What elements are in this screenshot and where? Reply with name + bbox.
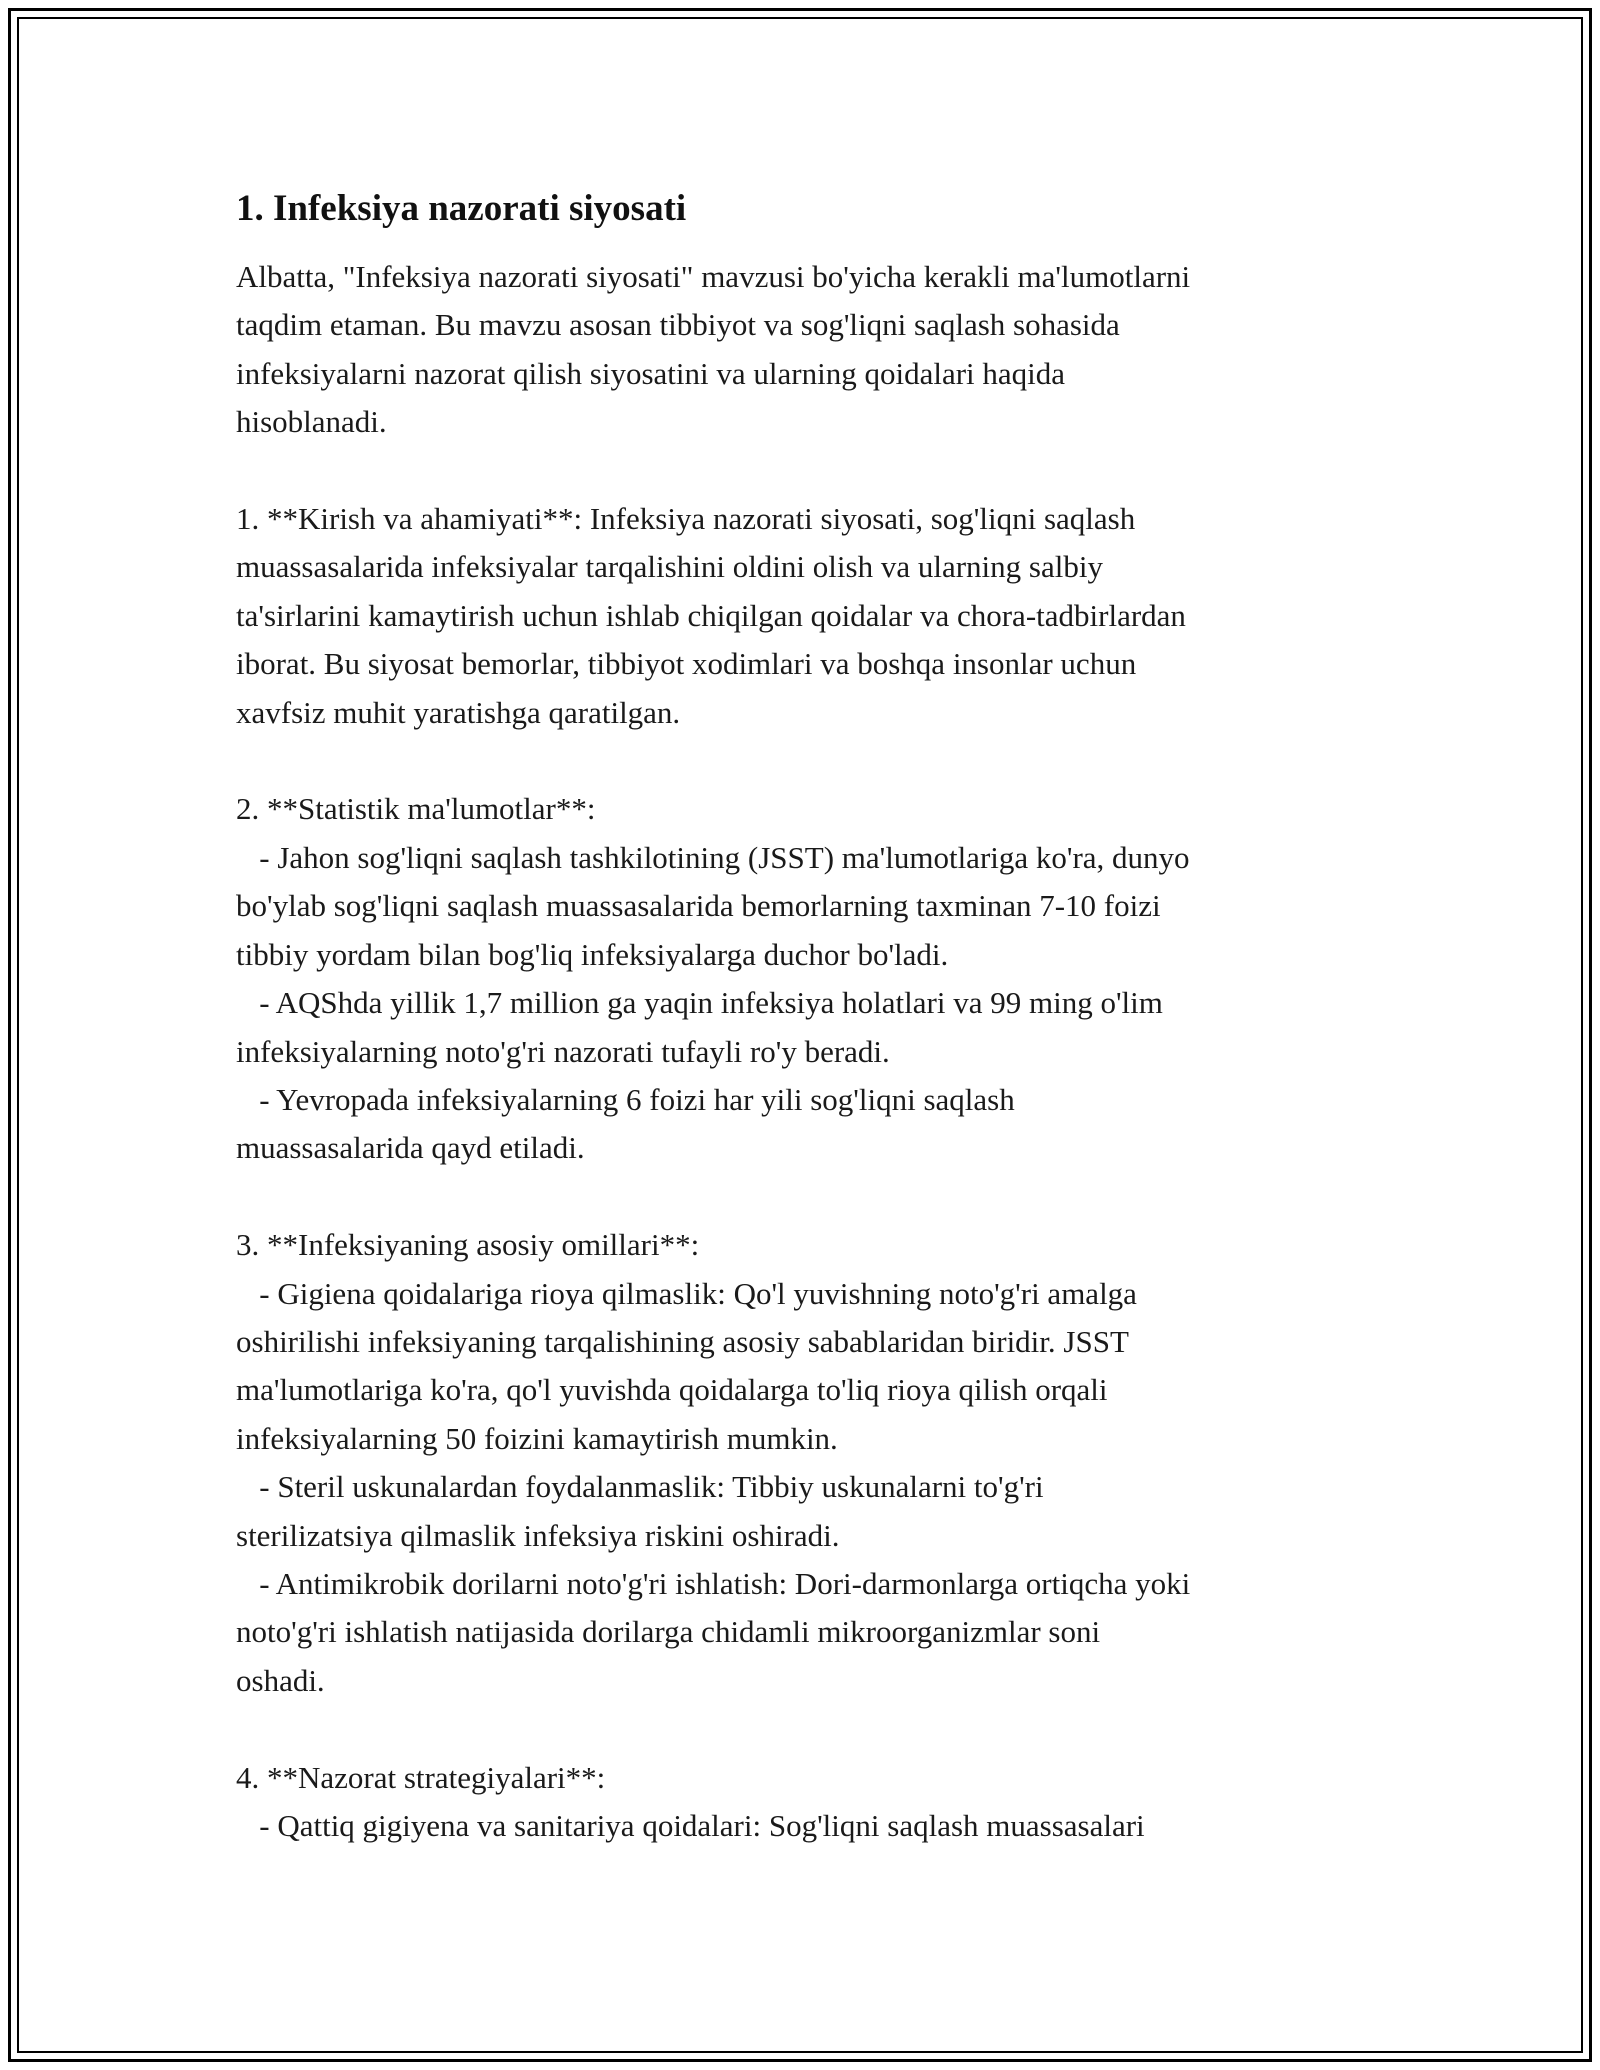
document-body: Albatta, "Infeksiya nazorati siyosati" mavzusi bo'yicha kerakli ma'lumotlarni taqdim etaman. Bu mavzu asosan tibbiyot va sog'liqni saqlash sohasida infeksiyalarni nazorat qilish siyosatini va ularning qoidalari haqida hisoblanadi. 1. **Kirish va ahamiyati**: Infeksiya nazorati siyosati, sog'liqni saqlash muassasalarida infeksiyalar tarqalishini oldini olish va ularning salbiy ta'sirlarini kamaytirish uchun ishlab chiqilgan qoidalar va chora-tadbirlardan iborat. Bu siyosat bemorlar, tibbiyot xodimlari va boshqa insonlar uchun xavfsiz muhit yaratishga qaratilgan. 2. **Statistik ma'lumotlar**: - Jahon sog'liqni saqlash tashkilotining (JSST) ma'lumotlariga ko'ra, dunyo bo'ylab sog'liqni saqlash muassasalarida bemorlarning taxminan 7-10 foizi tibbiy yordam bilan bog'liq infeksiyalarga duchor bo'ladi. - AQShda yillik 1,7 million ga yaqin infeksiya holatlari va 99 ming o'lim infeksiyalarning noto'g'ri nazorati tufayli ro'y beradi. - Yevropada infeksiyalarning 6 foizi har yili sog'liqni saqlash muassasalarida qayd etiladi. 3. **Infeksiyaning asosiy omillari**: - Gigiena qoidalariga rioya qilmaslik: Qo'l yuvishning noto'g'ri amalga oshirilishi infeksiyaning tarqalishining asosiy sabablaridan biridir. JSST ma'lumotlariga ko'ra, qo'l yuvishda qoidalarga to'liq rioya qilish orqali infeksiyalarning 50 foizini kamaytirish mumkin. - Steril uskunalardan foydalanmaslik: Tibbiy uskunalarni to'g'ri sterilizatsiya qilmaslik infeksiya riskini oshiradi. - Antimikrobik dorilarni noto'g'ri ishlatish: Dori-darmonlarga ortiqcha yoki noto'g'ri ishlatish natijasida dorilarga chidamli mikroorganizmlar soni oshadi. 4. **Nazorat strategiyalari**: - Qattiq gigiyena va sanitariya qoidalari: Sog'liqni saqlash muassasalari xyxy=(236,259,1191,1843)
document-content xyxy=(236,185,1386,1850)
document-title: 1. Infeksiya nazorati siyosati xyxy=(236,188,687,229)
